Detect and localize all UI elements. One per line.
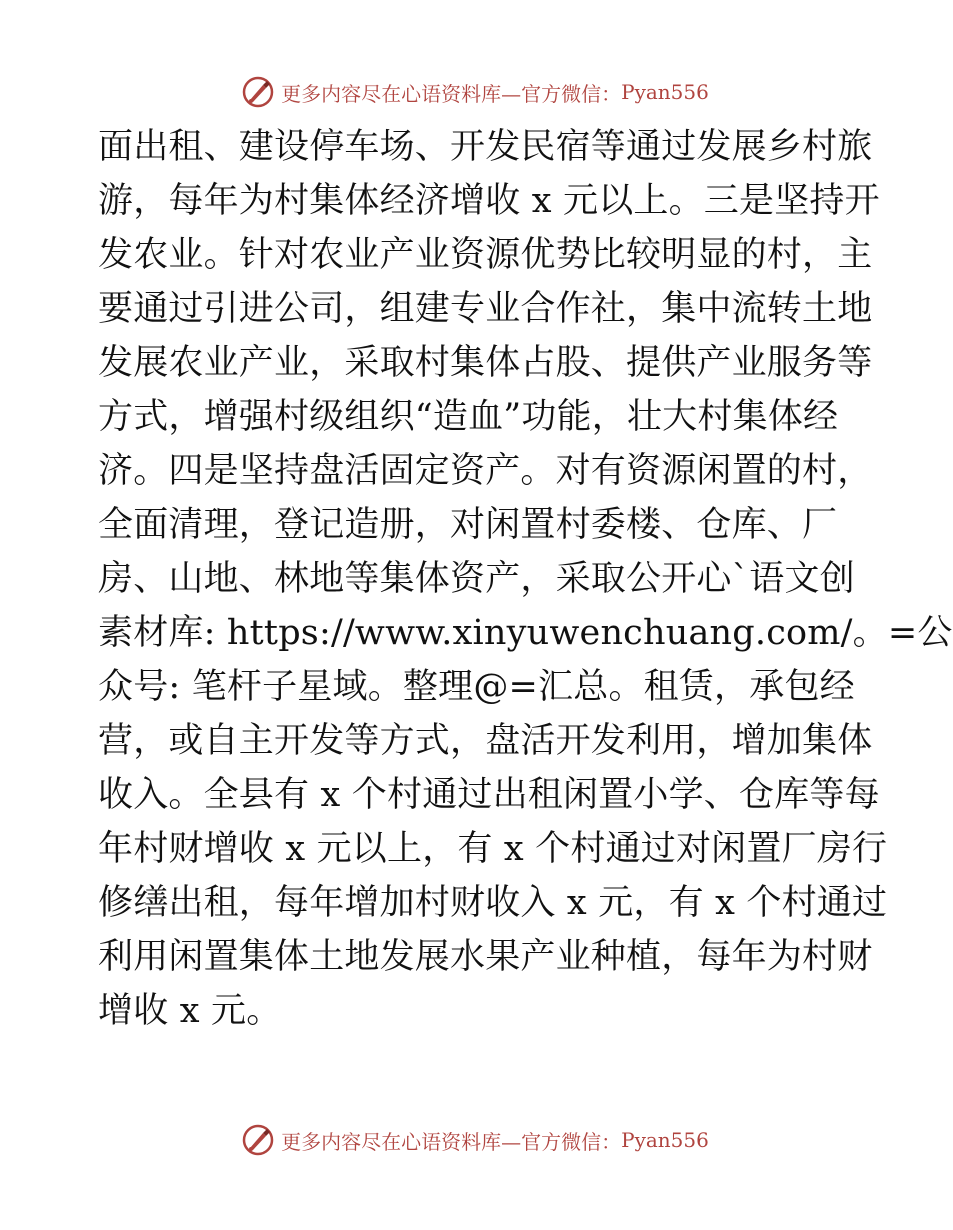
text-line: 游，每年为村集体经济增收 x 元以上。三是坚持开 — [98, 181, 880, 221]
text-line: 收入。全县有 x 个村通过出租闲置小学、仓库等每 — [98, 775, 880, 815]
text-line: 素材库: https://www.xinyuwenchuang.com/。=公 — [98, 613, 953, 653]
banner-account: Pyan556 — [621, 80, 709, 104]
text-line: 面出租、建设停车场、开发民宿等通过发展乡村旅 — [98, 127, 873, 167]
text-line: 修缮出租，每年增加村财收入 x 元，有 x 个村通过 — [98, 883, 888, 923]
text-line: 方式，增强村级组织“造血”功能，壮大村集体经 — [98, 397, 839, 437]
pen-logo-icon — [241, 1123, 275, 1157]
text-line: 增收 x 元。 — [98, 991, 282, 1031]
text-line: 发展农业产业，采取村集体占股、提供产业服务等 — [98, 343, 873, 383]
banner-text: 更多内容尽在心语资料库—官方微信： — [281, 81, 622, 106]
header-watermark-banner — [0, 72, 950, 112]
footer-watermark-banner — [0, 1120, 950, 1160]
text-line: 年村财增收 x 元以上，有 x 个村通过对闲置厂房行 — [98, 829, 888, 869]
text-line: 发农业。针对农业产业资源优势比较明显的村，主 — [98, 235, 873, 275]
banner-account: Pyan556 — [621, 1128, 709, 1152]
text-line: 全面清理，登记造册，对闲置村委楼、仓库、厂 — [98, 505, 838, 545]
text-line: 济。四是坚持盘活固定资产。对有资源闲置的村， — [98, 451, 873, 491]
text-line: 房、山地、林地等集体资产，采取公开心`语文创 — [98, 559, 855, 599]
text-line: 营，或自主开发等方式，盘活开发利用，增加集体 — [98, 721, 873, 761]
document-body — [98, 120, 953, 1038]
text-line: 要通过引进公司，组建专业合作社，集中流转土地 — [98, 289, 873, 329]
text-line: 利用闲置集体土地发展水果产业种植，每年为村财 — [98, 937, 873, 977]
pen-logo-icon — [241, 75, 275, 109]
text-line: 众号: 笔杆子星域。整理@=汇总。租赁，承包经 — [98, 667, 855, 707]
banner-text: 更多内容尽在心语资料库—官方微信： — [281, 1129, 622, 1154]
